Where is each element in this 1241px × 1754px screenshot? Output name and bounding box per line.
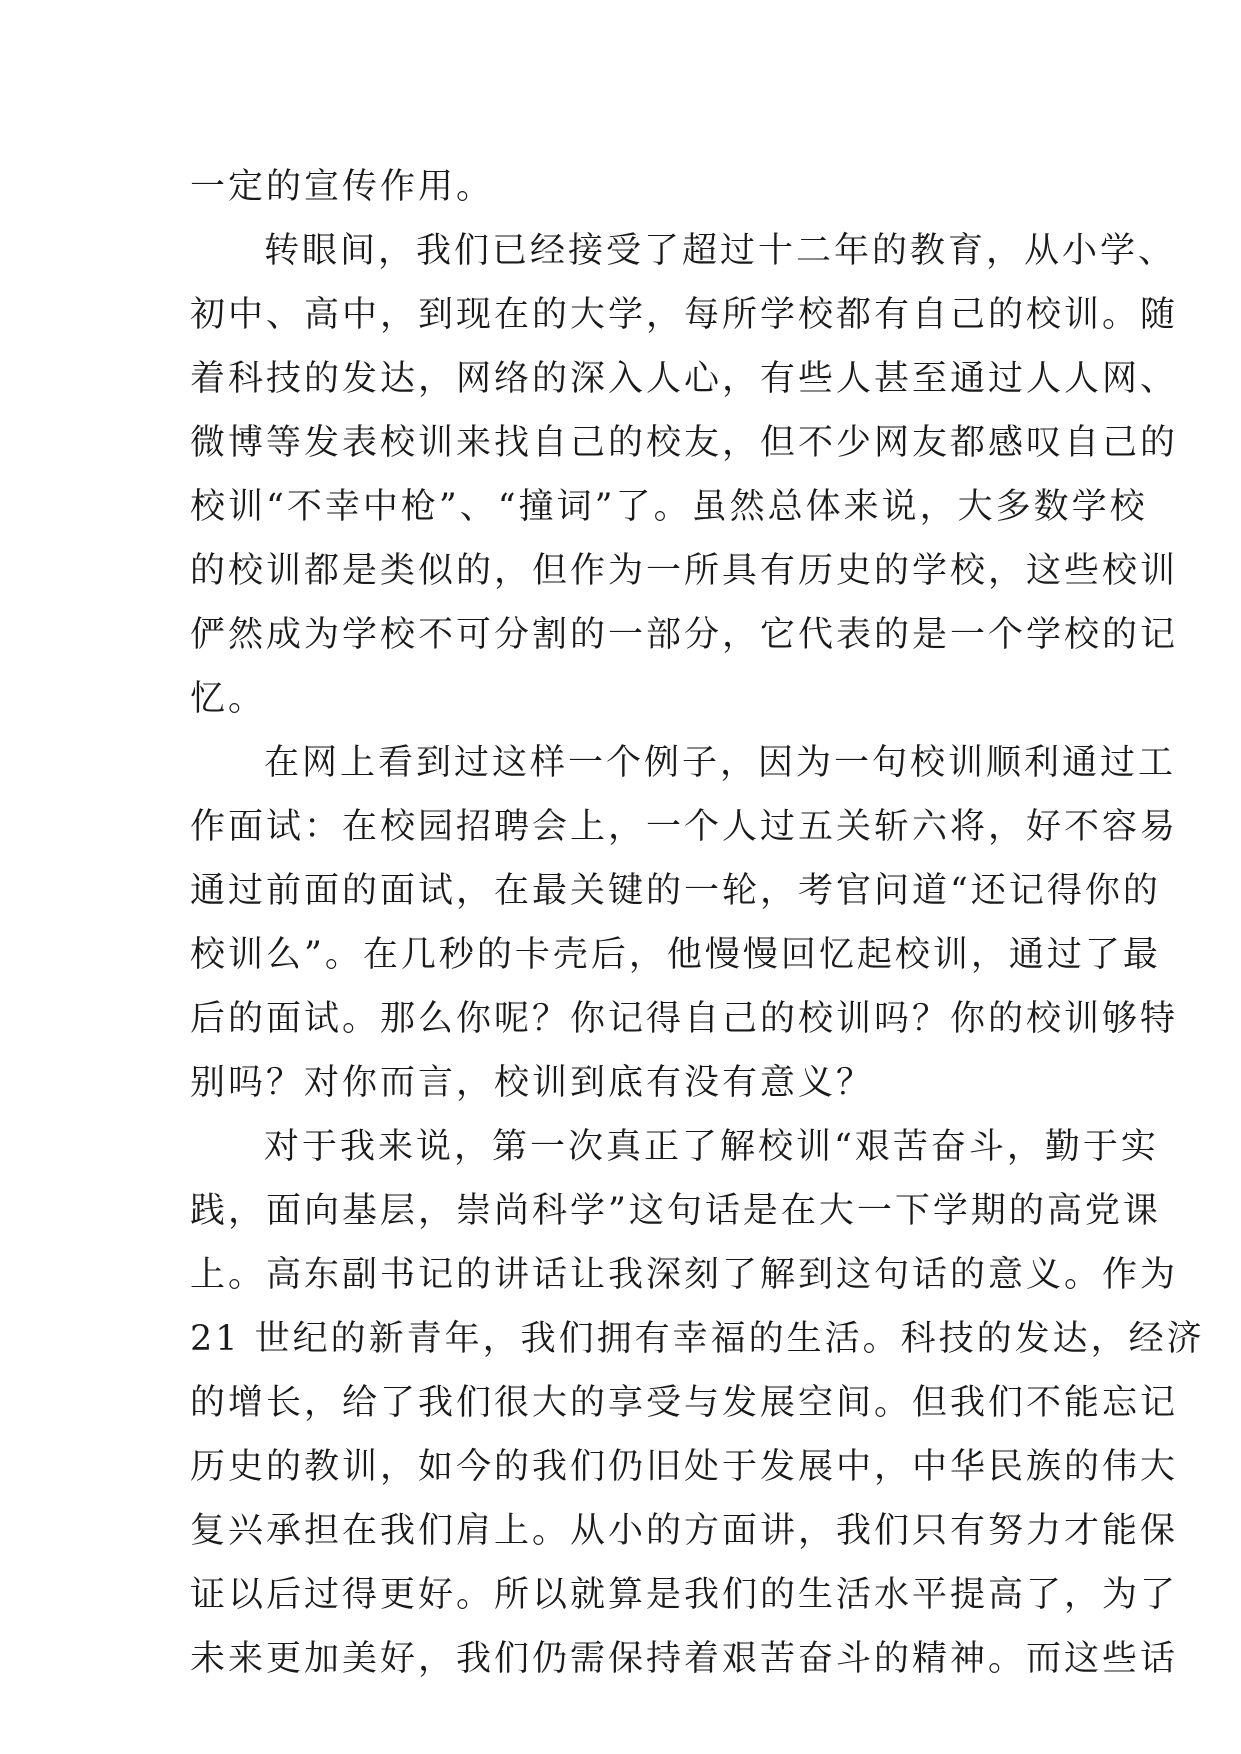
- paragraph-start-line: 对于我来说，第一次真正了解校训“艰苦奋斗，勤于实: [264, 1127, 1159, 1167]
- text-line: 着科技的发达，网络的深入人心，有些人甚至通过人人网、: [190, 359, 1179, 399]
- text-line: 践，面向基层，崇尚科学”这句话是在大一下学期的高党课: [190, 1191, 1161, 1231]
- text-line: 俨然成为学校不可分割的一部分，它代表的是一个学校的记: [190, 615, 1179, 655]
- text-line: 校训么”。在几秒的卡壳后，他慢慢回忆起校训，通过了最: [190, 935, 1161, 975]
- text-line: 别吗？对你而言，校训到底有没有意义？: [190, 1063, 875, 1103]
- text-line: 初中、高中，到现在的大学，每所学校都有自己的校训。随: [190, 295, 1179, 335]
- text-line: 通过前面的面试，在最关键的一轮，考官问道“还记得你的: [190, 871, 1161, 911]
- text-line: 的增长，给了我们很大的享受与发展空间。但我们不能忘记: [190, 1383, 1179, 1423]
- text-line: 微博等发表校训来找自己的校友，但不少网友都感叹自己的: [190, 423, 1179, 463]
- text-line: 历史的教训，如今的我们仍旧处于发展中，中华民族的伟大: [190, 1447, 1179, 1487]
- text-line: 21 世纪的新青年，我们拥有幸福的生活。科技的发达，经济: [190, 1319, 1205, 1359]
- text-line: 忆。: [190, 679, 267, 719]
- text-line: 上。高东副书记的讲话让我深刻了解到这句话的意义。作为: [190, 1255, 1179, 1295]
- text-line: 后的面试。那么你呢？你记得自己的校训吗？你的校训够特: [190, 999, 1179, 1039]
- text-line: 一定的宣传作用。: [190, 167, 495, 207]
- text-line: 校训“不幸中枪”、“撞词”了。虽然总体来说，大多数学校: [190, 487, 1148, 527]
- paragraph-start-line: 在网上看到过这样一个例子，因为一句校训顺利通过工: [264, 743, 1177, 783]
- text-line: 作面试：在校园招聘会上，一个人过五关斩六将，好不容易: [190, 807, 1179, 847]
- text-line: 复兴承担在我们肩上。从小的方面讲，我们只有努力才能保: [190, 1511, 1179, 1551]
- paragraph-start-line: 转眼间，我们已经接受了超过十二年的教育，从小学、: [264, 231, 1177, 271]
- body-text: [190, 155, 1205, 1691]
- text-line: 的校训都是类似的，但作为一所具有历史的学校，这些校训: [190, 551, 1179, 591]
- text-line: 未来更加美好，我们仍需保持着艰苦奋斗的精神。而这些话: [190, 1639, 1179, 1679]
- text-line: 证以后过得更好。所以就算是我们的生活水平提高了，为了: [190, 1575, 1179, 1615]
